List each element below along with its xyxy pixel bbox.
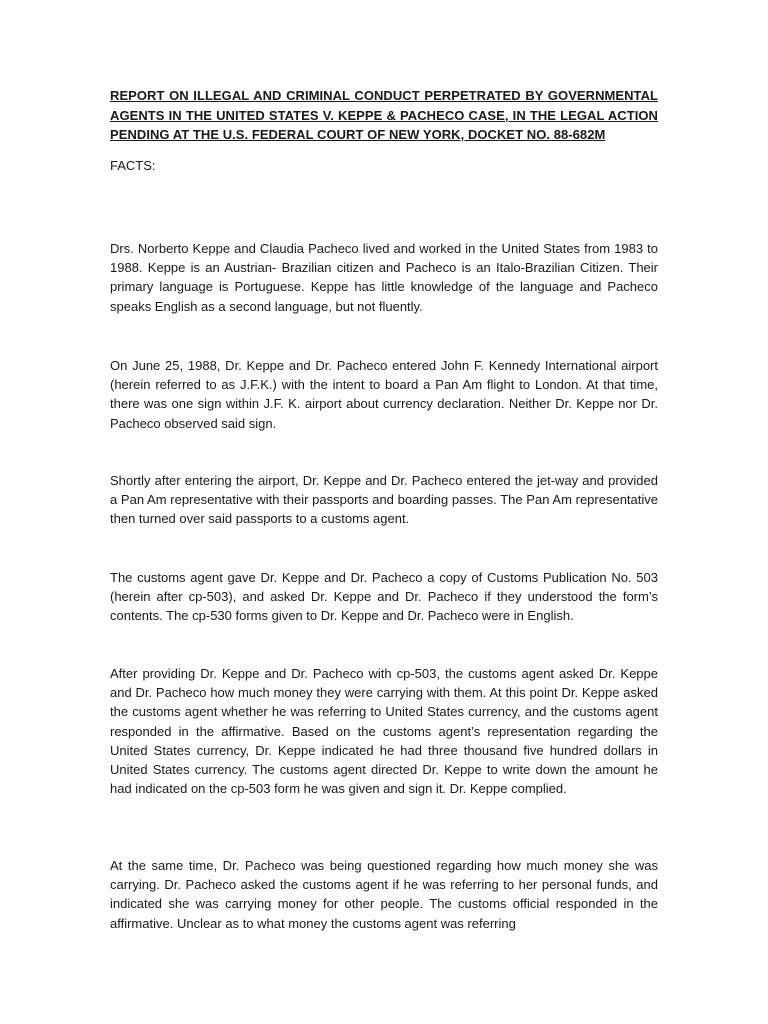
paragraph-4: The customs agent gave Dr. Keppe and Dr. Pacheco a copy of Customs Publication No. 503 (herein after cp-503), and asked Dr. Keppe and Dr. Pacheco if they understood the form’s contents. The cp-530 forms given to Dr. Keppe and Dr. Pacheco were in English.	[110, 570, 658, 624]
section-heading-facts: FACTS:	[110, 158, 156, 173]
paragraph-5: After providing Dr. Keppe and Dr. Pacheco with cp-503, the customs agent asked Dr. Keppe and Dr. Pacheco how much money they were carrying with them. At this point Dr. Keppe asked the customs agent whether he was referring to United States currency, and the customs agent responded in the affirmative. Based on the customs agent’s representation regarding the United States currency, Dr. Keppe indicated he had three thousand five hundred dollars in United States currency. The customs agent directed Dr. Keppe to write down the amount he had indicated on the cp-503 form he was given and sign it. Dr. Keppe complied.	[110, 666, 658, 797]
paragraph-2: On June 25, 1988, Dr. Keppe and Dr. Pacheco entered John F. Kennedy International airport (herein referred to as J.F.K.) with the intent to board a Pan Am flight to London. At that time, there was one sign within J.F. K. airport about currency declaration. Neither Dr. Keppe nor Dr. Pacheco observed said sign.	[110, 358, 658, 431]
document-title: REPORT ON ILLEGAL AND CRIMINAL CONDUCT PERPETRATED BY GOVERNMENTAL AGENTS IN THE UNITED STATES V. KEPPE & PACHECO CASE, IN THE LEGAL ACTION PENDING AT THE U.S. FEDERAL COURT OF NEW YORK, DOCKET NO. 88-682M	[110, 88, 658, 142]
paragraph-3: Shortly after entering the airport, Dr. Keppe and Dr. Pacheco entered the jet-way and provided a Pan Am representative with their passports and boarding passes. The Pan Am representative then turned over said passports to a customs agent.	[110, 473, 658, 527]
document-page	[110, 86, 658, 931]
paragraph-1: Drs. Norberto Keppe and Claudia Pacheco lived and worked in the United States from 1983 to 1988. Keppe is an Austrian- Brazilian citizen and Pacheco is an Italo-Brazilian Citizen. Their primary language is Portuguese. Keppe has little knowledge of the language and Pacheco speaks English as a second language, but not fluently.	[110, 241, 658, 314]
paragraph-6: At the same time, Dr. Pacheco was being questioned regarding how much money she was carrying. Dr. Pacheco asked the customs agent if he was referring to her personal funds, and indicated she was carrying money for other people. The customs official responded in the affirmative. Unclear as to what money the customs agent was referring	[110, 858, 658, 931]
